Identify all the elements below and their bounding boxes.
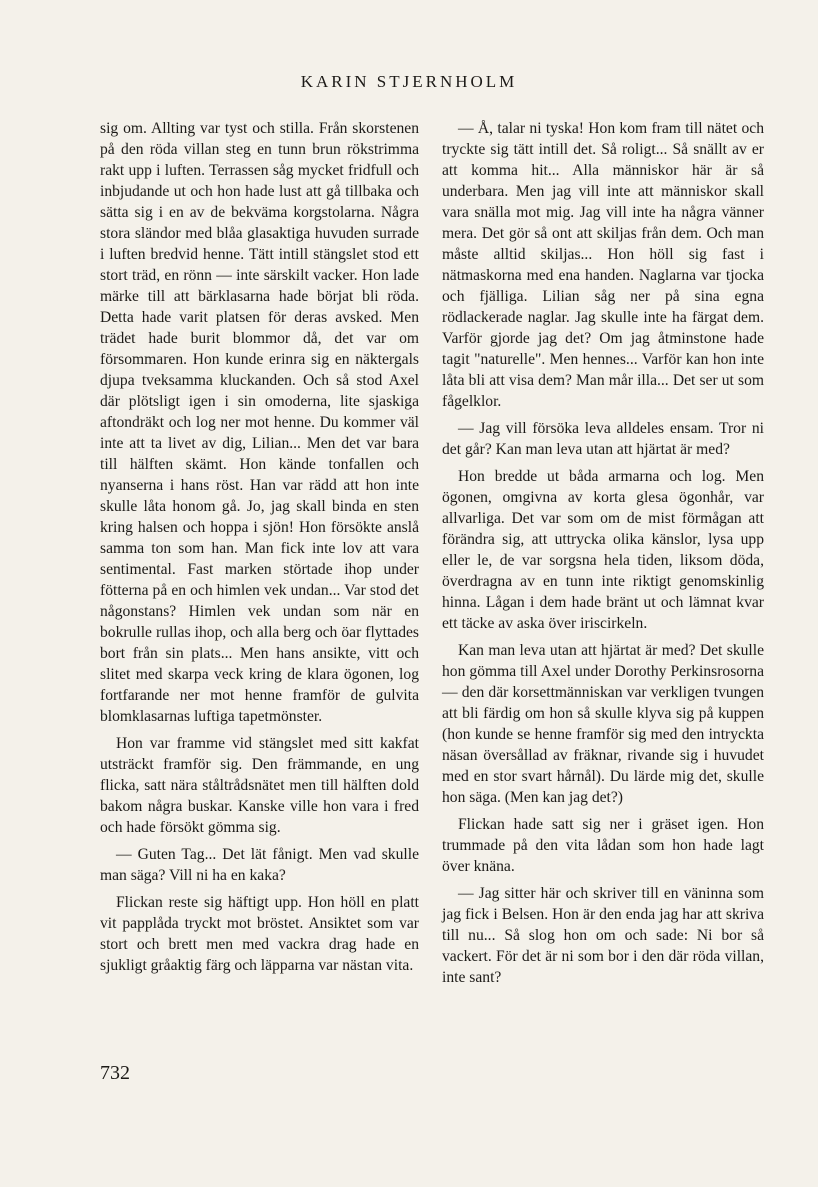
page-number: 732 [100,1062,130,1084]
paragraph: Hon bredde ut båda armarna och log. Men ögonen, omgivna av korta glesa ögonhår, var allvarliga. Det var som om de mist förmågan att förändra sig, att uttrycka olika känslor, lysa upp eller le, de var sorgsna hela tiden, liksom döda, överdragna av en tunn inte riktigt genomskinlig hinna. Lågan i dem hade bränt ut och lämnat kvar ett täcke av aska över iriscirkeln. [442,468,764,632]
right-column [442,118,764,994]
paragraph: — Jag vill försöka leva alldeles ensam. Tror ni det går? Kan man leva utan att hjärtat är med? [442,420,764,458]
left-column [100,118,419,982]
paragraph: — Jag sitter här och skriver till en väninna som jag fick i Belsen. Hon är den enda jag har att skriva till nu... Så slog hon om och sade: Ni bor så vackert. För det är ni som bor i den där röda villan, inte sant? [442,885,764,986]
paragraph: Flickan hade satt sig ner i gräset igen. Hon trummade på den vita lådan som hon hade lagt över knäna. [442,816,764,875]
paragraph: Flickan reste sig häftigt upp. Hon höll en platt vit papplåda tryckt mot bröstet. Ansiktet som var stort och brett men med vackra drag hade en sjukligt gråaktig färg och läpparna var nästan vita. [100,894,419,974]
paragraph: — Guten Tag... Det lät fånigt. Men vad skulle man säga? Vill ni ha en kaka? [100,846,419,884]
paragraph: — Å, talar ni tyska! Hon kom fram till nätet och tryckte sig tätt intill det. Så roligt... Så snällt av er att komma hit... Alla människor här är så underbara. Men jag vill inte att människor skall vara snälla mot mig. Jag vill inte ha några vänner mera. Det gör så ont att skiljas från dem. Och man måste alltid skiljas... Hon höll sig fast i nätmaskorna med ena handen. Naglarna var tjocka och fjälliga. Lilian såg ner på sina egna rödlackerade naglar. Jag skulle inte ha färgat dem. Varför gjorde jag det? Om jag åtminstone hade tagit "naturelle". Men hennes... Varför kan hon inte låta bli att visa dem? Man mår illa... Det ser ut som fågelklor. [442,120,764,410]
running-head: KARIN STJERNHOLM [300,72,518,91]
paragraph: sig om. Allting var tyst och stilla. Från skorstenen på den röda villan steg en tunn brun rökstrimma rakt upp i luften. Terrassen såg mycket fridfull och inbjudande ut och hon hade lust att gå tillbaka och sätta sig i en av de bekväma korgstolarna. Några stora sländor med blåa glasaktiga huvuden surrade i luften bredvid henne. Tätt intill stängslet stod ett stort träd, en rönn — inte särskilt vacker. Hon lade märke till att bärklasarna hade börjat bli röda. Detta hade varit platsen för deras avsked. Men trädet hade burit blommor då, det var om försommaren. Hon kunde erinra sig en näktergals djupa tveksamma kluckanden. Och så stod Axel där plötsligt igen i sin omoderna, lite sjaskiga aftondräkt och log ner mot henne. Du kommer väl inte att ta livet av dig, Lilian... Men det var bara till hälften skämt. Hon kände tonfallen och nyanserna i hans röst. Han var rädd att hon inte skulle låta honom gå. Jo, jag skall binda en sten kring halsen och hoppa i sjön! Hon försökte anslå samma ton som han. Man fick inte lov att vara sentimental. Fast marken störtade ihop under fötterna på en och himlen vek undan... Var stod det någonstans? Himlen vek undan som när en bokrulle rullas ihop, och alla berg och öar flyttades bort från sin plats... Men hans ansikte, vitt och slitet med skarpa veck kring de klara ögonen, log fortfarande ner mot henne framför de gulvita blomklasarnas luftiga tapetmönster. [100,120,419,725]
paragraph: Kan man leva utan att hjärtat är med? Det skulle hon gömma till Axel under Dorothy Perkinsrosorna — den där korsettmänniskan var verkligen tvungen att bli färdig om hon så skulle klyva sig på kuppen (hon kunde se henne framför sig med den intryckta näsan översållad av fräknar, rivande sig i huvudet med en stor svart hårnål). Du lärde mig det, skulle hon säga. (Men kan jag det?) [442,642,764,806]
paragraph: Hon var framme vid stängslet med sitt kakfat utsträckt framför sig. Den främmande, en ung flicka, satt nära ståltrådsnätet men till hälften dold bakom några buskar. Kanske ville hon vara i fred och hade försökt gömma sig. [100,735,419,836]
